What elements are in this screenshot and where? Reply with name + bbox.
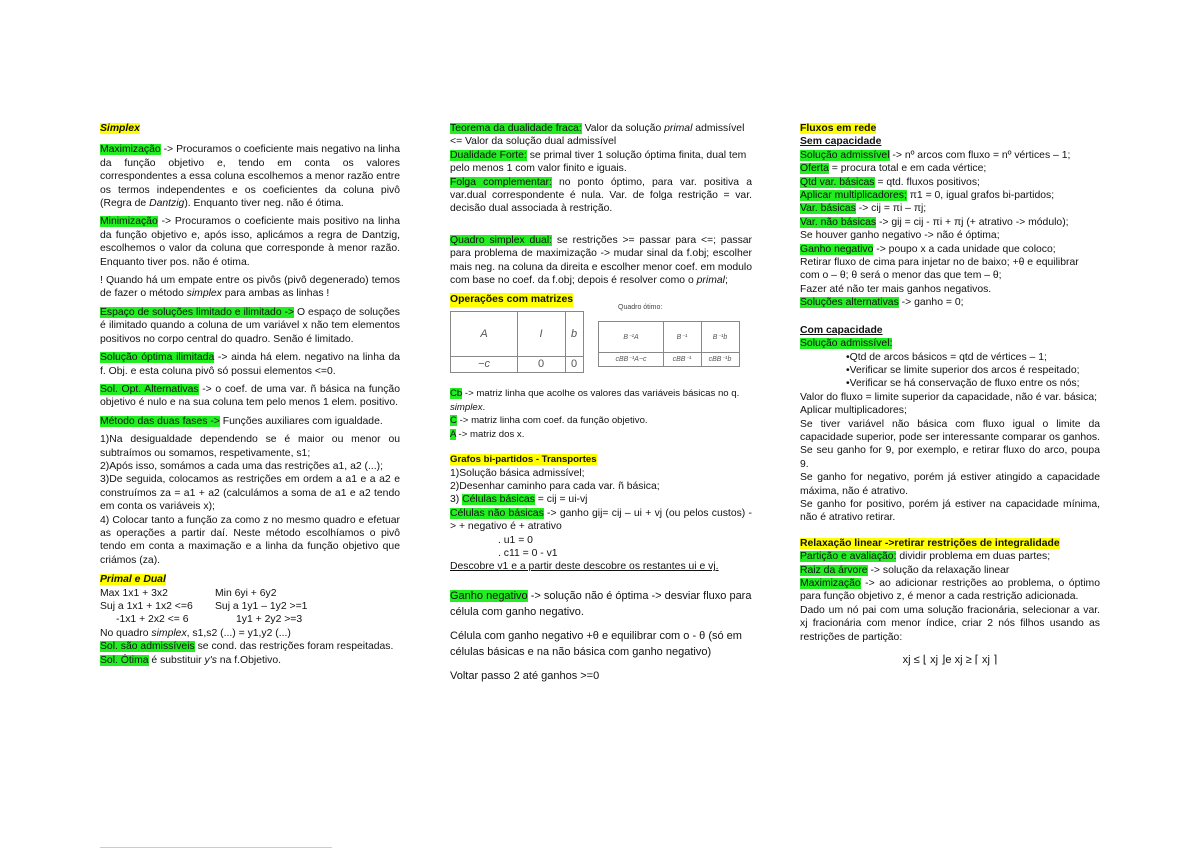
- sem-10: Fazer até não ter mais ganhos negativos.: [800, 283, 992, 295]
- optimal-cb-row-2: cBB⁻¹: [672, 355, 692, 363]
- quadro-dual-paragraph: [450, 234, 752, 288]
- otima-sol-text: é substituir: [148, 654, 205, 666]
- optimal-cb-row-1: cBB⁻¹A−c: [615, 355, 647, 363]
- sem-8: [800, 243, 1100, 256]
- grafos-steps: [450, 467, 752, 574]
- pd-quadro-end: , s1,s2 (...) = y1,y2 (...): [186, 627, 291, 639]
- folga-paragraph: [450, 176, 752, 216]
- folga-label: Folga complementar:: [450, 176, 552, 188]
- u1-line: . u1 = 0: [498, 534, 533, 546]
- optimal-binv: B⁻¹: [676, 333, 688, 341]
- raiz-line: [800, 564, 1100, 577]
- tableau-b: b: [570, 327, 578, 340]
- sem-3-text: = qtd. fluxos positivos;: [874, 176, 980, 188]
- teorema-label: Teorema da dualidade fraca:: [450, 123, 582, 134]
- step-4: 4) Colocar tanto a função za como z no mesmo quadro e efetuar as operações a partir daí. Neste método escolhíamos o pivô tendo em conta a maximação e a linha da função objetivo que criámos (za).: [100, 514, 400, 566]
- alternativas-text: -> o coef. de uma var. ñ básica na função objetivo é nulo e na sua coluna tem pelo menos 1 elem. positivo.: [100, 383, 400, 409]
- celula-text: Célula com ganho negativo +θ e equilibrar com o - θ (só em células básicas e na não básica com ganho negativo): [450, 629, 742, 658]
- tableau-zero-1: 0: [537, 357, 545, 370]
- particao-formula: xj ≤ ⌊ xj ⌋e xj ≥ ⌈ xj ⌉: [902, 654, 998, 667]
- c11-line: . c11 = 0 - v1: [498, 547, 558, 559]
- tableau-zero-2: 0: [570, 357, 578, 370]
- pd-quadro-text: No quadro: [100, 627, 152, 639]
- matrices-legend: [450, 387, 752, 441]
- footer-divider: [100, 847, 332, 848]
- otima-sol-label: Sol. Ótima: [100, 654, 149, 666]
- voltar-text: Voltar passo 2 até ganhos >=0: [450, 669, 600, 682]
- cb-simplex: simplex: [450, 401, 483, 413]
- tableau-i: I: [539, 327, 543, 340]
- maximizacao-relax-line: [800, 577, 1100, 604]
- optimal-cb-row-3: cBB⁻¹b: [708, 355, 732, 363]
- optimal-tableau: [598, 321, 740, 367]
- sem-11-label: Soluções alternativas: [800, 297, 899, 309]
- minimizacao-paragraph: [100, 215, 400, 269]
- column-fluxos: [800, 122, 1100, 667]
- cb-end: .: [482, 401, 486, 413]
- teorema-primal: primal: [664, 123, 693, 134]
- com-1: Valor do fluxo = limite superior da capacidade, não é var. básica;: [800, 391, 1097, 403]
- tie-text: ! Quando há um empate entre os pivôs (pivô degenerado) temos de fazer o método: [100, 275, 400, 300]
- cb-line: [450, 387, 752, 414]
- fases-label: Método das duas fases ->: [100, 415, 220, 427]
- sem-6-label: Var. não básicas: [800, 216, 877, 228]
- primal-dual-system: [100, 587, 400, 627]
- sem-4-label: Aplicar multiplicadores;: [800, 190, 907, 202]
- primal-dual-title: Primal e Dual: [100, 574, 166, 586]
- otima-paragraph: [100, 351, 400, 378]
- sem-1: [800, 149, 1100, 162]
- bullet-2: •Verificar se limite superior dos arcos é respeitado;: [846, 364, 1080, 376]
- sem-4-text: π1 = 0, igual grafos bi-partidos;: [906, 190, 1055, 202]
- celulas-nao-basicas-text: -> ganho gij= cij – ui + vj (ou pelos custos) -> + negativo é + atrativo: [450, 507, 752, 533]
- fases-paragraph: [100, 415, 400, 428]
- admissiveis-label: Sol. são admissíveis: [100, 641, 195, 653]
- sem-5-text: -> cij = πi – πj;: [855, 203, 927, 215]
- sem-8-label: Ganho negativo: [800, 243, 874, 255]
- espaco-paragraph: [100, 306, 400, 346]
- c-text: -> matriz linha com coef. da função objetivo.: [456, 415, 648, 427]
- grafos-step-1: 1)Solução básica admissível;: [450, 467, 585, 479]
- admissiveis-text: se cond. das restrições foram respeitadas.: [194, 641, 394, 653]
- pd-quadro-simplex: simplex: [151, 627, 187, 639]
- primal-line-3: -1x1 + 2x2 <= 6: [116, 614, 189, 626]
- sem-3-label: Qtd var. básicas: [800, 176, 875, 188]
- primal-line-1: Max 1x1 + 3x2: [100, 587, 168, 599]
- step-3: 3)De seguida, colocamos as restrições em ordem a a1 e a a2 e construímos za = a1 + a2 (calculámos a soma de a1 e a2 tendo em conta os variáveis x);: [100, 474, 400, 513]
- sem-6-text: -> gij = cij - πi + πj (+ atrativo -> módulo);: [876, 216, 1069, 228]
- quadro-otimo-label: Quadro ótimo:: [618, 304, 663, 312]
- tie-paragraph: [100, 274, 400, 301]
- maximizacao-end: ). Enquanto tiver neg. não é ótima.: [184, 198, 344, 210]
- sem-2-text: = procura total e em cada vértice;: [828, 163, 987, 175]
- alternativas-paragraph: [100, 383, 400, 410]
- admissiveis-line: [100, 640, 400, 653]
- fases-text: Funções auxiliares com igualdade.: [219, 415, 383, 427]
- dado-text: Dado um nó pai com uma solução fracionária, selecionar a var. xj fracionária com menor índice, criar 2 nós filhos usando as restrições de partição:: [800, 604, 1100, 643]
- maximizacao-paragraph: [100, 143, 400, 210]
- ganho-section: [450, 588, 752, 684]
- cb-text: -> matriz linha que acolhe os valores das variáveis básicas no q.: [462, 388, 740, 400]
- forte-label: Dualidade Forte:: [450, 149, 527, 161]
- sem-9: Retirar fluxo de cima para injetar no de baixo; +θ e equilibrar com o – θ; θ será o menor das que tem – θ;: [800, 257, 1079, 282]
- sem-5-label: Var. básicas: [800, 203, 856, 215]
- raiz-text: -> solução da relaxação linear: [867, 564, 1010, 576]
- grafos-step-2: 2)Desenhar caminho para cada var. ñ básica;: [450, 480, 660, 492]
- bullet-3: •Verificar se há conservação de fluxo entre os nós;: [846, 378, 1080, 390]
- dual-line-3: 1y1 + 2y2 >=3: [236, 614, 303, 626]
- raiz-label: Raiz da árvore: [800, 564, 868, 576]
- sem-7: Se houver ganho negativo -> não é óptima;: [800, 230, 1000, 242]
- sem-11: [800, 296, 1100, 309]
- descobre-line: Descobre v1 e a partir deste descobre os restantes ui e vj.: [450, 561, 719, 573]
- a-line: [450, 428, 752, 441]
- sem-capacidade-title: Sem capacidade: [800, 136, 882, 148]
- sem-4: [800, 189, 1100, 202]
- sem-1-label: Solução admissível: [800, 149, 890, 161]
- a-label: A: [450, 428, 456, 440]
- particao-label: Partição e avaliação:: [800, 551, 897, 563]
- relaxacao-title: Relaxação linear ->retirar restrições de integralidade: [800, 537, 1060, 549]
- alternativas-label: Sol. Opt. Alternativas: [100, 383, 199, 395]
- sem-3: [800, 176, 1100, 189]
- sem-8-text: -> poupo x a cada unidade que coloco;: [873, 243, 1056, 255]
- c-line: [450, 414, 752, 427]
- grafos-title: Grafos bi-partidos - Transportes: [450, 454, 597, 466]
- espaco-text: O espaço de soluções é ilimitado quando a coluna de um variável x não tem elementos positivos no corpo central do quadro. Senão é limitado.: [100, 306, 401, 345]
- teorema-end: admissível <= Valor da solução dual admissível: [450, 123, 745, 148]
- celulas-basicas-text: = cij = ui-vj: [534, 494, 588, 506]
- c-label: C: [450, 415, 457, 427]
- forte-text: se primal tiver 1 solução óptima finita, dual tem pelo menos 1 com valor finito e iguais.: [450, 149, 747, 175]
- maximizacao-text: -> Procuramos o coeficiente mais negativo na linha da função objetivo e, tendo em conta os valores correspondentes a essa coluna escolhemos a menor razão entre os termos independentes e os coeficientes da coluna pivô (Regra de: [100, 144, 400, 210]
- espaco-label: Espaço de soluções limitado e ilimitado ->: [100, 306, 295, 318]
- quadro-dual-end: ;: [724, 275, 728, 287]
- com-5: Se ganho for positivo, porém já estiver na capacidade mínima, não é atrativo retirar.: [800, 498, 1100, 524]
- teorema-paragraph: [450, 122, 752, 149]
- ganho-negativo-text: -> solução não é óptima -> desviar fluxo para célula com ganho negativo.: [450, 589, 752, 618]
- simplex-tableau: [450, 311, 584, 373]
- particao-text: dividir problema em duas partes;: [896, 551, 1051, 563]
- sem-2-label: Oferta: [800, 163, 829, 175]
- forte-paragraph: [450, 149, 752, 176]
- com-4: Se ganho for negativo, porém já estiver atingido a capacidade máxima, não é atrativo.: [800, 472, 1100, 497]
- otima-ys: y's: [204, 654, 217, 666]
- a-text: -> matriz dos x.: [455, 428, 525, 440]
- step-1: 1)Na desigualdade dependendo se é maior ou menor ou subtraímos ou somamos, respetivamente, s1;: [100, 434, 400, 459]
- dantzig-text: Dantzig: [149, 198, 185, 210]
- optimal-binv-b: B⁻¹b: [712, 333, 728, 341]
- com-capacidade-label: Solução admissível:: [800, 338, 893, 350]
- maximizacao-relax-text: -> ao adicionar restrições ao problema, o óptimo para função objetivo z, é menor a cada restrição adicionada.: [800, 578, 1100, 603]
- otima-line: [100, 654, 400, 667]
- com-3: Se tiver variável não básica com fluxo igual o limite da capacidade superior, pode ser interessante comparar os ganhos. Se seu ganho for 9, por exemplo, e retirar fluxo do arco, poupa 9.: [800, 418, 1100, 470]
- com-2: Aplicar multiplicadores;: [800, 405, 907, 417]
- otima-sol-end: na f.Objetivo.: [216, 654, 282, 666]
- minimizacao-label: Minimização: [100, 216, 158, 228]
- sem-2: [800, 162, 1100, 175]
- particao-line: [800, 550, 1100, 563]
- optimal-binv-a: B⁻¹A: [623, 333, 639, 341]
- simplex-title: Simplex: [100, 123, 140, 134]
- column-dualidade: [450, 122, 752, 689]
- celulas-nao-basicas-label: Células não básicas: [450, 507, 544, 519]
- sem-6: [800, 216, 1100, 229]
- quadro-dual-primal: primal: [696, 275, 725, 287]
- teorema-text: Valor da solução: [581, 123, 665, 134]
- matrices-figure: [450, 294, 752, 383]
- maximizacao-label: Maximização: [100, 144, 161, 156]
- sem-1-text: -> nº arcos com fluxo = nº vértices – 1;: [889, 149, 1071, 161]
- sem-5: [800, 202, 1100, 215]
- com-capacidade-title: Com capacidade: [800, 324, 883, 336]
- tableau-minus-c: −c: [478, 357, 490, 370]
- ganho-line: [450, 588, 752, 620]
- otima-text: -> ainda há elem. negativo na linha da f. Obj. e esta coluna pivô só possui elementos <=0.: [100, 352, 400, 377]
- operacoes-title: Operações com matrizes: [450, 294, 574, 306]
- sem-11-text: -> ganho = 0;: [898, 297, 964, 309]
- tie-simplex: simplex: [186, 288, 222, 300]
- bullet-1: •Qtd de arcos básicos = qtd de vértices – 1;: [846, 351, 1047, 363]
- celulas-basicas-label: Células básicas: [462, 494, 535, 506]
- tie-text-end: para ambas as linhas !: [221, 288, 330, 300]
- minimizacao-text: -> Procuramos o coeficiente mais positivo na linha da função objetivo e, após isso, aplicámos a regra de Dantzig, escolhemos o valor da coluna que corresponde à menor razão. Enquanto tiver pos. não é otima.: [100, 216, 400, 268]
- ganho-negativo-label: Ganho negativo: [450, 589, 528, 602]
- tableau-a: A: [480, 327, 488, 340]
- dual-line-2: Suj a 1y1 – 1y2 >=1: [215, 601, 308, 612]
- column-simplex: [100, 122, 400, 667]
- primal-line-2: Suj a 1x1 + 1x2 <=6: [100, 601, 193, 612]
- nao-basicas-line: [450, 507, 752, 534]
- grafos-step-3: [450, 493, 752, 506]
- dual-line-1: Min 6yi + 6y2: [215, 587, 277, 599]
- pd-quadro: [100, 627, 400, 640]
- quadro-dual-text: se restrições >= passar para <=; passar para problema de maximização -> mudar sinal da f.obj; escolher mais neg. na coluna da direita e escolher menor coef. em modulo com base no coef. da f.obj; depois é resolver como o: [450, 234, 752, 287]
- quadro-dual-label: Quadro simplex dual:: [450, 234, 553, 246]
- cb-label: Cb: [450, 388, 463, 400]
- step-2: 2)Após isso, somámos a cada uma das restrições a1, a2 (...);: [100, 460, 383, 472]
- maximizacao-relax-label: Maximização: [800, 578, 861, 589]
- grafos-step-3-num: 3): [450, 494, 463, 506]
- fluxos-title: Fluxos em rede: [800, 123, 877, 134]
- folga-text: no ponto óptimo, para var. positiva a var.dual correspondente é nula. Var. de folga restrição = var. decisão dual associada à restrição.: [450, 176, 752, 215]
- otima-label: Solução óptima ilimitada: [100, 352, 215, 364]
